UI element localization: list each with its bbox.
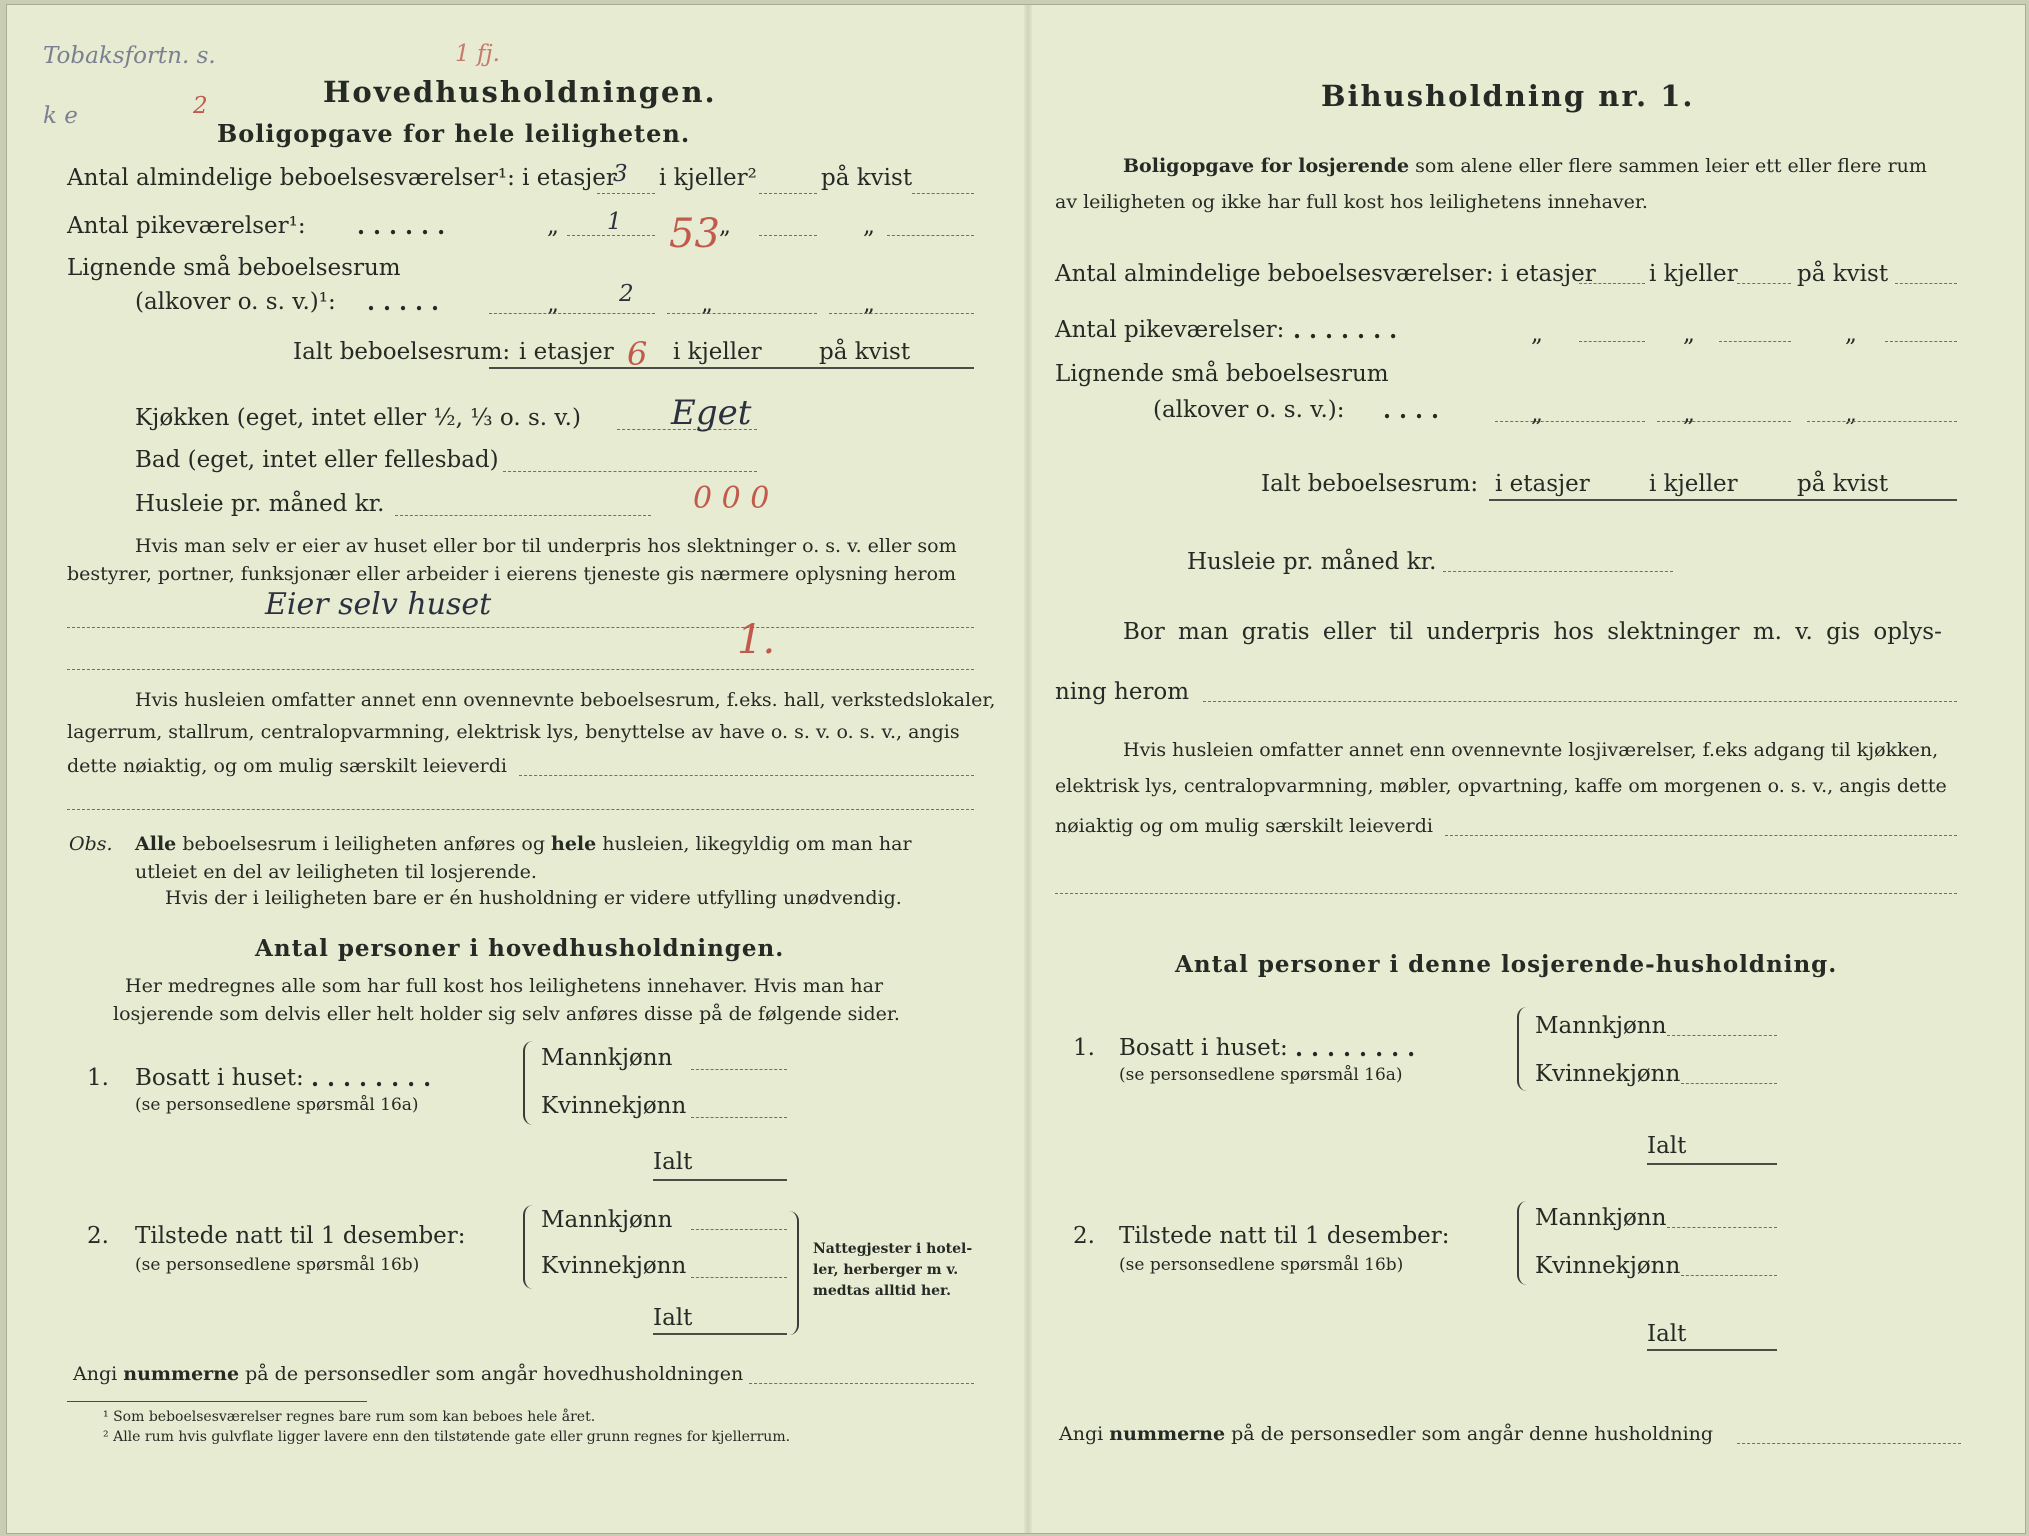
left-footnote-1: [103, 1409, 595, 1425]
left-line2-q3: „: [863, 213, 875, 239]
left-note1-value: Eier selv huset: [265, 587, 492, 622]
right-angi: [1059, 1423, 1713, 1445]
right-line2-etasjer-field[interactable]: [1579, 341, 1645, 342]
left-item1-dots: . . . . . . . .: [311, 1065, 432, 1092]
right-item1-dots: . . . . . . . .: [1295, 1035, 1416, 1062]
right-husleie-field[interactable]: [1443, 571, 1673, 572]
left-ialt-kvist: på kvist: [819, 339, 911, 365]
left-line2-label: Antal pikeværelser¹:: [67, 213, 306, 239]
left-note2-field[interactable]: [519, 775, 974, 776]
left-item2-brace: [523, 1205, 537, 1289]
left-note1-field-1[interactable]: [67, 627, 974, 628]
right-line2-label: Antal pikeværelser:: [1055, 317, 1285, 343]
right-line3-q3: „: [1845, 401, 1857, 427]
right-ialt-rule: [1489, 499, 1957, 501]
left-bad-label: Bad (eget, intet eller fellesbad): [135, 447, 499, 473]
left-footnote-rule: [67, 1401, 367, 1402]
right-line1-etasjer-field[interactable]: [1579, 283, 1645, 284]
annotation-top-left: Tobaksfortn. s.: [43, 43, 216, 69]
left-line2-value: 1: [607, 209, 622, 235]
right-line3-etasjer-field[interactable]: [1495, 421, 1645, 422]
left-item2-mann-field[interactable]: [691, 1229, 787, 1230]
left-line2-etasjer-field[interactable]: [567, 235, 655, 236]
left-footnote-1-num: ¹: [103, 1409, 109, 1425]
right-ialt-kjeller: i kjeller: [1649, 471, 1738, 497]
left-note1-field-2[interactable]: [67, 669, 974, 670]
left-ialt-kjeller: i kjeller: [673, 339, 762, 365]
left-persons-b: losjerende som delvis eller helt holder sig selv anføres disse på de følgende sider.: [113, 1003, 900, 1025]
left-kjokken-value: Eget: [671, 393, 752, 433]
left-footnote-2: [103, 1429, 790, 1445]
left-item1-label: Bosatt i huset:: [135, 1065, 304, 1091]
right-line1-label: Antal almindelige beboelsesværelser: i etasjer: [1055, 261, 1596, 287]
left-line2-dots: . . . . . .: [357, 213, 446, 240]
right-line2-q1: „: [1531, 321, 1543, 347]
annotation-top-left-2: 1 fj.: [455, 41, 500, 67]
left-persons-a: Her medregnes alle som har full kost hos leilighetens innehaver. Hvis man har: [125, 975, 884, 997]
left-husleie-value: 0 0 0: [693, 481, 770, 516]
left-note2-c: dette nøiaktig, og om mulig særskilt leieverdi: [67, 755, 507, 777]
left-ialt-value: 6: [627, 335, 648, 373]
right-angi-field[interactable]: [1737, 1443, 1961, 1444]
right-line2-dots: . . . . . . .: [1293, 317, 1398, 344]
left-title: Hovedhusholdningen.: [323, 75, 717, 109]
left-obs-line-b: utleiet en del av leiligheten til losjerende.: [135, 861, 537, 883]
right-item1-ialt: Ialt: [1647, 1133, 1687, 1159]
left-item2-num: 2.: [87, 1223, 109, 1249]
left-item1-mann-field[interactable]: [691, 1069, 787, 1070]
right-line3-kvist-field[interactable]: [1807, 421, 1957, 422]
right-note-field[interactable]: [1445, 835, 1957, 836]
right-item2-mann-field[interactable]: [1667, 1227, 1777, 1228]
left-line1-kvist: på kvist: [821, 165, 913, 191]
left-line3-q1: „: [547, 291, 559, 317]
right-gratis-field[interactable]: [1203, 701, 1957, 702]
right-note-b: elektrisk lys, centralopvarmning, møbler, opvartning, kaffe om morgenen o. s. v., angis dette: [1055, 775, 1947, 797]
left-angi-a: Angi: [73, 1363, 118, 1385]
right-gratis-a: Bor man gratis eller til underpris hos slektninger m. v. gis oplys-: [1123, 619, 1942, 645]
left-item2-rbrace: [785, 1211, 799, 1335]
annotation-corner-num: 2: [193, 93, 208, 119]
right-item2-ialt: Ialt: [1647, 1321, 1687, 1347]
left-subtitle: Boligopgave for hele leiligheten.: [217, 119, 691, 148]
right-intro-bold: Boligopgave for losjerende: [1123, 155, 1410, 177]
left-note1-a: Hvis man selv er eier av huset eller bor til underpris hos slektninger o. s. v. eller som: [135, 535, 957, 557]
right-item1-brace: [1517, 1007, 1531, 1091]
left-item2-label: Tilstede natt til 1 desember:: [135, 1223, 466, 1249]
right-ialt-kvist: på kvist: [1797, 471, 1889, 497]
right-item1-mann-field[interactable]: [1667, 1035, 1777, 1036]
left-item2-kvinne: Kvinnekjønn: [541, 1253, 687, 1279]
right-line2-q3: „: [1845, 321, 1857, 347]
left-kjokken-label: Kjøkken (eget, intet eller ½, ⅓ o. s. v.): [135, 405, 581, 431]
right-intro-a: [1123, 155, 1927, 177]
right-item1-kvinne-field[interactable]: [1681, 1083, 1777, 1084]
right-intro-b: av leiligheten og ikke har full kost hos leilighetens innehaver.: [1055, 191, 1648, 213]
left-line1-kvist-field[interactable]: [912, 193, 974, 194]
right-angi-c: på de personsedler som angår denne husholdning: [1231, 1423, 1714, 1445]
left-obs-line-a: [135, 833, 912, 855]
left-obs-alle: Alle: [135, 833, 177, 855]
right-item2-ialt-rule: [1647, 1349, 1777, 1351]
left-line2-kjeller-field[interactable]: [759, 235, 817, 236]
left-line1-kjeller-field[interactable]: [759, 193, 817, 194]
left-line1-etasjer-field[interactable]: [597, 193, 655, 194]
right-persons-title: Antal personer i denne losjerende-husholdning.: [1175, 951, 1838, 978]
left-nattegjester-1: Nattegjester i hotel-: [813, 1241, 973, 1257]
right-item2-mann: Mannkjønn: [1535, 1205, 1667, 1231]
left-line2-q1: „: [547, 213, 559, 239]
right-title: Bihusholdning nr. 1.: [1321, 79, 1695, 113]
left-item1-num: 1.: [87, 1065, 109, 1091]
left-line3-etasjer-field[interactable]: [489, 313, 655, 314]
left-line3-value: 2: [619, 281, 634, 307]
left-line1-kjeller: i kjeller²: [659, 165, 757, 191]
left-bad-field[interactable]: [503, 471, 757, 472]
right-line2-q2: „: [1683, 321, 1695, 347]
left-item1-ialt: Ialt: [653, 1149, 693, 1175]
left-item2-sub: (se personsedlene spørsmål 16b): [135, 1255, 420, 1275]
left-note1-b: bestyrer, portner, funksjonær eller arbeider i eierens tjeneste gis nærmere oplysning herom: [67, 563, 957, 585]
left-item1-sub: (se personsedlene spørsmål 16a): [135, 1095, 419, 1115]
right-item1-mann: Mannkjønn: [1535, 1013, 1667, 1039]
left-line3-q2: „: [701, 291, 713, 317]
right-line3-dots: . . . .: [1383, 397, 1440, 424]
right-item1-sub: (se personsedlene spørsmål 16a): [1119, 1065, 1403, 1085]
right-note-c: nøiaktig og om mulig særskilt leieverdi: [1055, 815, 1433, 837]
left-obs-a4: husleien, likegyldig om man har: [602, 833, 912, 855]
left-ialt-rule: [489, 367, 974, 369]
left-line3-label-b: (alkover o. s. v.)¹:: [135, 289, 336, 315]
right-item2-label: Tilstede natt til 1 desember:: [1119, 1223, 1450, 1249]
left-nattegjester-3: medtas alltid her.: [813, 1283, 952, 1299]
right-item2-brace: [1517, 1201, 1531, 1285]
left-persons-title: Antal personer i hovedhusholdningen.: [255, 935, 785, 962]
left-angi: [73, 1363, 743, 1385]
left-angi-c: på de personsedler som angår hovedhusholdningen: [245, 1363, 744, 1385]
left-line3-kjeller-field[interactable]: [667, 313, 817, 314]
right-item2-sub: (se personsedlene spørsmål 16b): [1119, 1255, 1404, 1275]
left-ialt-label: Ialt beboelsesrum:: [293, 339, 511, 365]
right-line1-kjeller-field[interactable]: [1737, 283, 1791, 284]
right-item1-kvinne: Kvinnekjønn: [1535, 1061, 1681, 1087]
right-item1-num: 1.: [1073, 1035, 1095, 1061]
right-note-a: Hvis husleien omfatter annet enn ovennevnte losjiværelser, f.eks adgang til kjøkken,: [1123, 739, 1939, 761]
right-line2-kjeller-field[interactable]: [1719, 341, 1791, 342]
right-line3-label-a: Lignende små beboelsesrum: [1055, 361, 1389, 387]
left-footnote-2-text: Alle rum hvis gulvflate ligger lavere enn den tilstøtende gate eller grunn regnes for kjellerrum.: [113, 1429, 791, 1445]
left-line3-kvist-field[interactable]: [829, 313, 974, 314]
left-obs-label: Obs.: [69, 833, 113, 855]
left-item2-mann: Mannkjønn: [541, 1207, 673, 1233]
left-item2-ialt: Ialt: [653, 1305, 693, 1331]
right-line2-kvist-field[interactable]: [1885, 341, 1957, 342]
right-husleie-label: Husleie pr. måned kr.: [1187, 549, 1437, 575]
left-line1-label: Antal almindelige beboelsesværelser¹: i etasjer: [67, 165, 617, 191]
left-line3-label-a: Lignende små beboelsesrum: [67, 255, 401, 281]
left-note2-a: Hvis husleien omfatter annet enn ovennevnte beboelsesrum, f.eks. hall, verkstedslokaler,: [135, 689, 996, 711]
left-ialt-etasjer: i etasjer: [519, 339, 614, 365]
left-nattegjester: [813, 1239, 972, 1302]
left-angi-b: nummerne: [123, 1363, 240, 1385]
left-item1-brace: [523, 1041, 537, 1125]
left-line1-etasjer-value: 3: [613, 161, 628, 187]
right-item2-kvinne-field[interactable]: [1681, 1275, 1777, 1276]
census-form-sheet: [6, 4, 2026, 1534]
left-annot-53: 53: [669, 211, 720, 257]
right-line3-label-b: (alkover o. s. v.):: [1153, 397, 1345, 423]
right-item2-kvinne: Kvinnekjønn: [1535, 1253, 1681, 1279]
right-line3-q2: „: [1683, 401, 1695, 427]
left-obs-a2: beboelsesrum i leiligheten anføres og: [182, 833, 545, 855]
left-husleie-field[interactable]: [395, 515, 651, 516]
right-intro-rest: som alene eller flere sammen leier ett eller flere rum: [1415, 155, 1927, 177]
right-line1-kvist-field[interactable]: [1895, 283, 1957, 284]
left-item2-kvinne-field[interactable]: [691, 1277, 787, 1278]
left-note2-b: lagerrum, stallrum, centralopvarmning, elektrisk lys, benyttelse av have o. s. v. o. s. v., angis: [67, 721, 960, 743]
left-obs-line-c: Hvis der i leiligheten bare er én husholdning er videre utfylling unødvendig.: [165, 887, 902, 909]
left-footnote-1-text: Som beboelsesværelser regnes bare rum som kan beboes hele året.: [113, 1409, 596, 1425]
right-item1-label: Bosatt i huset:: [1119, 1035, 1288, 1061]
left-obs-hele: hele: [551, 833, 597, 855]
annotation-corner: k e: [43, 103, 78, 129]
left-item1-kvinne-field[interactable]: [691, 1117, 787, 1118]
left-item1-ialt-rule: [653, 1179, 787, 1181]
left-line2-q2: „: [719, 213, 731, 239]
left-line3-dots: . . . . .: [367, 289, 440, 316]
left-note1-mark: 1.: [737, 617, 776, 663]
right-line3-q1: „: [1531, 401, 1543, 427]
right-angi-b: nummerne: [1109, 1423, 1226, 1445]
left-husleie-label: Husleie pr. måned kr.: [135, 491, 385, 517]
left-angi-field[interactable]: [749, 1383, 974, 1384]
right-item2-num: 2.: [1073, 1223, 1095, 1249]
left-footnote-2-num: ²: [103, 1429, 109, 1445]
left-item1-kvinne: Kvinnekjønn: [541, 1093, 687, 1119]
right-line1-kjeller: i kjeller: [1649, 261, 1738, 287]
right-ialt-label: Ialt beboelsesrum:: [1261, 471, 1479, 497]
left-note2-field-2[interactable]: [67, 809, 974, 810]
left-item1-mann: Mannkjønn: [541, 1045, 673, 1071]
right-line1-kvist: på kvist: [1797, 261, 1889, 287]
left-item2-ialt-rule: [653, 1333, 787, 1335]
left-line2-kvist-field[interactable]: [887, 235, 974, 236]
right-ialt-etasjer: i etasjer: [1495, 471, 1590, 497]
right-gratis-b: ning herom: [1055, 679, 1190, 705]
right-item1-ialt-rule: [1647, 1163, 1777, 1165]
left-line3-q3: „: [863, 291, 875, 317]
left-nattegjester-2: ler, herberger m v.: [813, 1262, 959, 1278]
right-note-field-2[interactable]: [1055, 893, 1957, 894]
page-fold: [1024, 5, 1032, 1533]
right-angi-a: Angi: [1059, 1423, 1104, 1445]
right-line3-kjeller-field[interactable]: [1657, 421, 1791, 422]
